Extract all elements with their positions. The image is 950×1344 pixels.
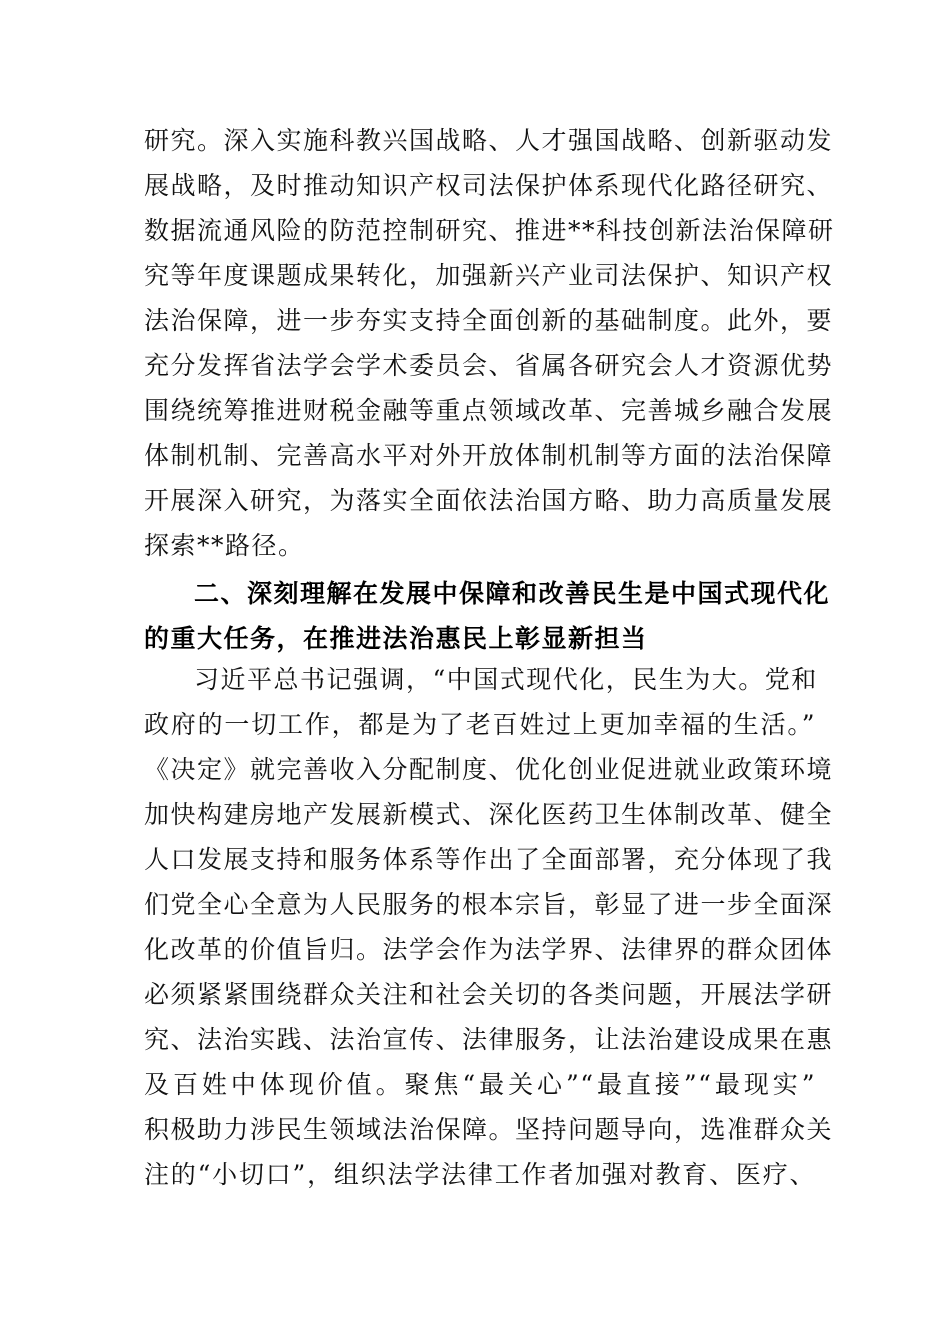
paragraph-line: 人口发展支持和服务体系等作出了全面部署，充分体现了我 <box>144 845 834 874</box>
body-paragraph-1 <box>144 118 835 568</box>
paragraph-line: 究等年度课题成果转化，加强新兴产业司法保护、知识产权 <box>144 261 834 290</box>
paragraph-line: 围绕统筹推进财税金融等重点领域改革、完善城乡融合发展 <box>144 396 834 425</box>
paragraph-line: 注的“小切口”，组织法学法律工作者加强对教育、医疗、 <box>144 1160 816 1189</box>
heading-line: 的重大任务，在推进法治惠民上彰显新担当 <box>144 624 648 653</box>
paragraph-line: 体制机制、完善高水平对外开放体制机制等方面的法治保障 <box>144 441 834 470</box>
paragraph-line: 研究。深入实施科教兴国战略、人才强国战略、创新驱动发 <box>144 126 834 155</box>
paragraph-line: 化改革的价值旨归。法学会作为法学界、法律界的群众团体 <box>144 935 834 964</box>
paragraph-line: 加快构建房地产发展新模式、深化医药卫生体制改革、健全 <box>144 800 834 829</box>
paragraph-line: 充分发挥省法学会学术委员会、省属各研究会人才资源优势 <box>144 351 834 380</box>
paragraph-line: 究、法治实践、法治宣传、法律服务，让法治建设成果在惠 <box>144 1025 834 1054</box>
paragraph-line: 《决定》就完善收入分配制度、优化创业促进就业政策环境 <box>144 755 834 784</box>
paragraph-line: 法治保障，进一步夯实支持全面创新的基础制度。此外，要 <box>144 306 834 335</box>
body-paragraph-2 <box>144 657 834 1197</box>
paragraph-line: 习近平总书记强调，“中国式现代化，民生为大。党和 <box>194 665 818 694</box>
paragraph-line: 开展深入研究，为落实全面依法治国方略、助力高质量发展 <box>144 486 834 515</box>
paragraph-line: 展战略，及时推动知识产权司法保护体系现代化路径研究、 <box>144 171 834 200</box>
paragraph-line: 及百姓中体现价值。聚焦“最关心”“最直接”“最现实” <box>144 1070 816 1099</box>
paragraph-line: 政府的一切工作，都是为了老百姓过上更加幸福的生活。” <box>144 710 816 739</box>
paragraph-line: 积极助力涉民生领域法治保障。坚持问题导向，选准群众关 <box>144 1115 834 1144</box>
section-heading <box>144 571 831 661</box>
paragraph-line: 们党全心全意为人民服务的根本宗旨，彰显了进一步全面深 <box>144 890 834 919</box>
heading-line: 二、深刻理解在发展中保障和改善民生是中国式现代化 <box>194 579 831 608</box>
paragraph-line: 数据流通风险的防范控制研究、推进**科技创新法治保障研 <box>144 216 835 245</box>
paragraph-line: 探索**路径。 <box>144 531 305 560</box>
paragraph-line: 必须紧紧围绕群众关注和社会关切的各类问题，开展法学研 <box>144 980 834 1009</box>
